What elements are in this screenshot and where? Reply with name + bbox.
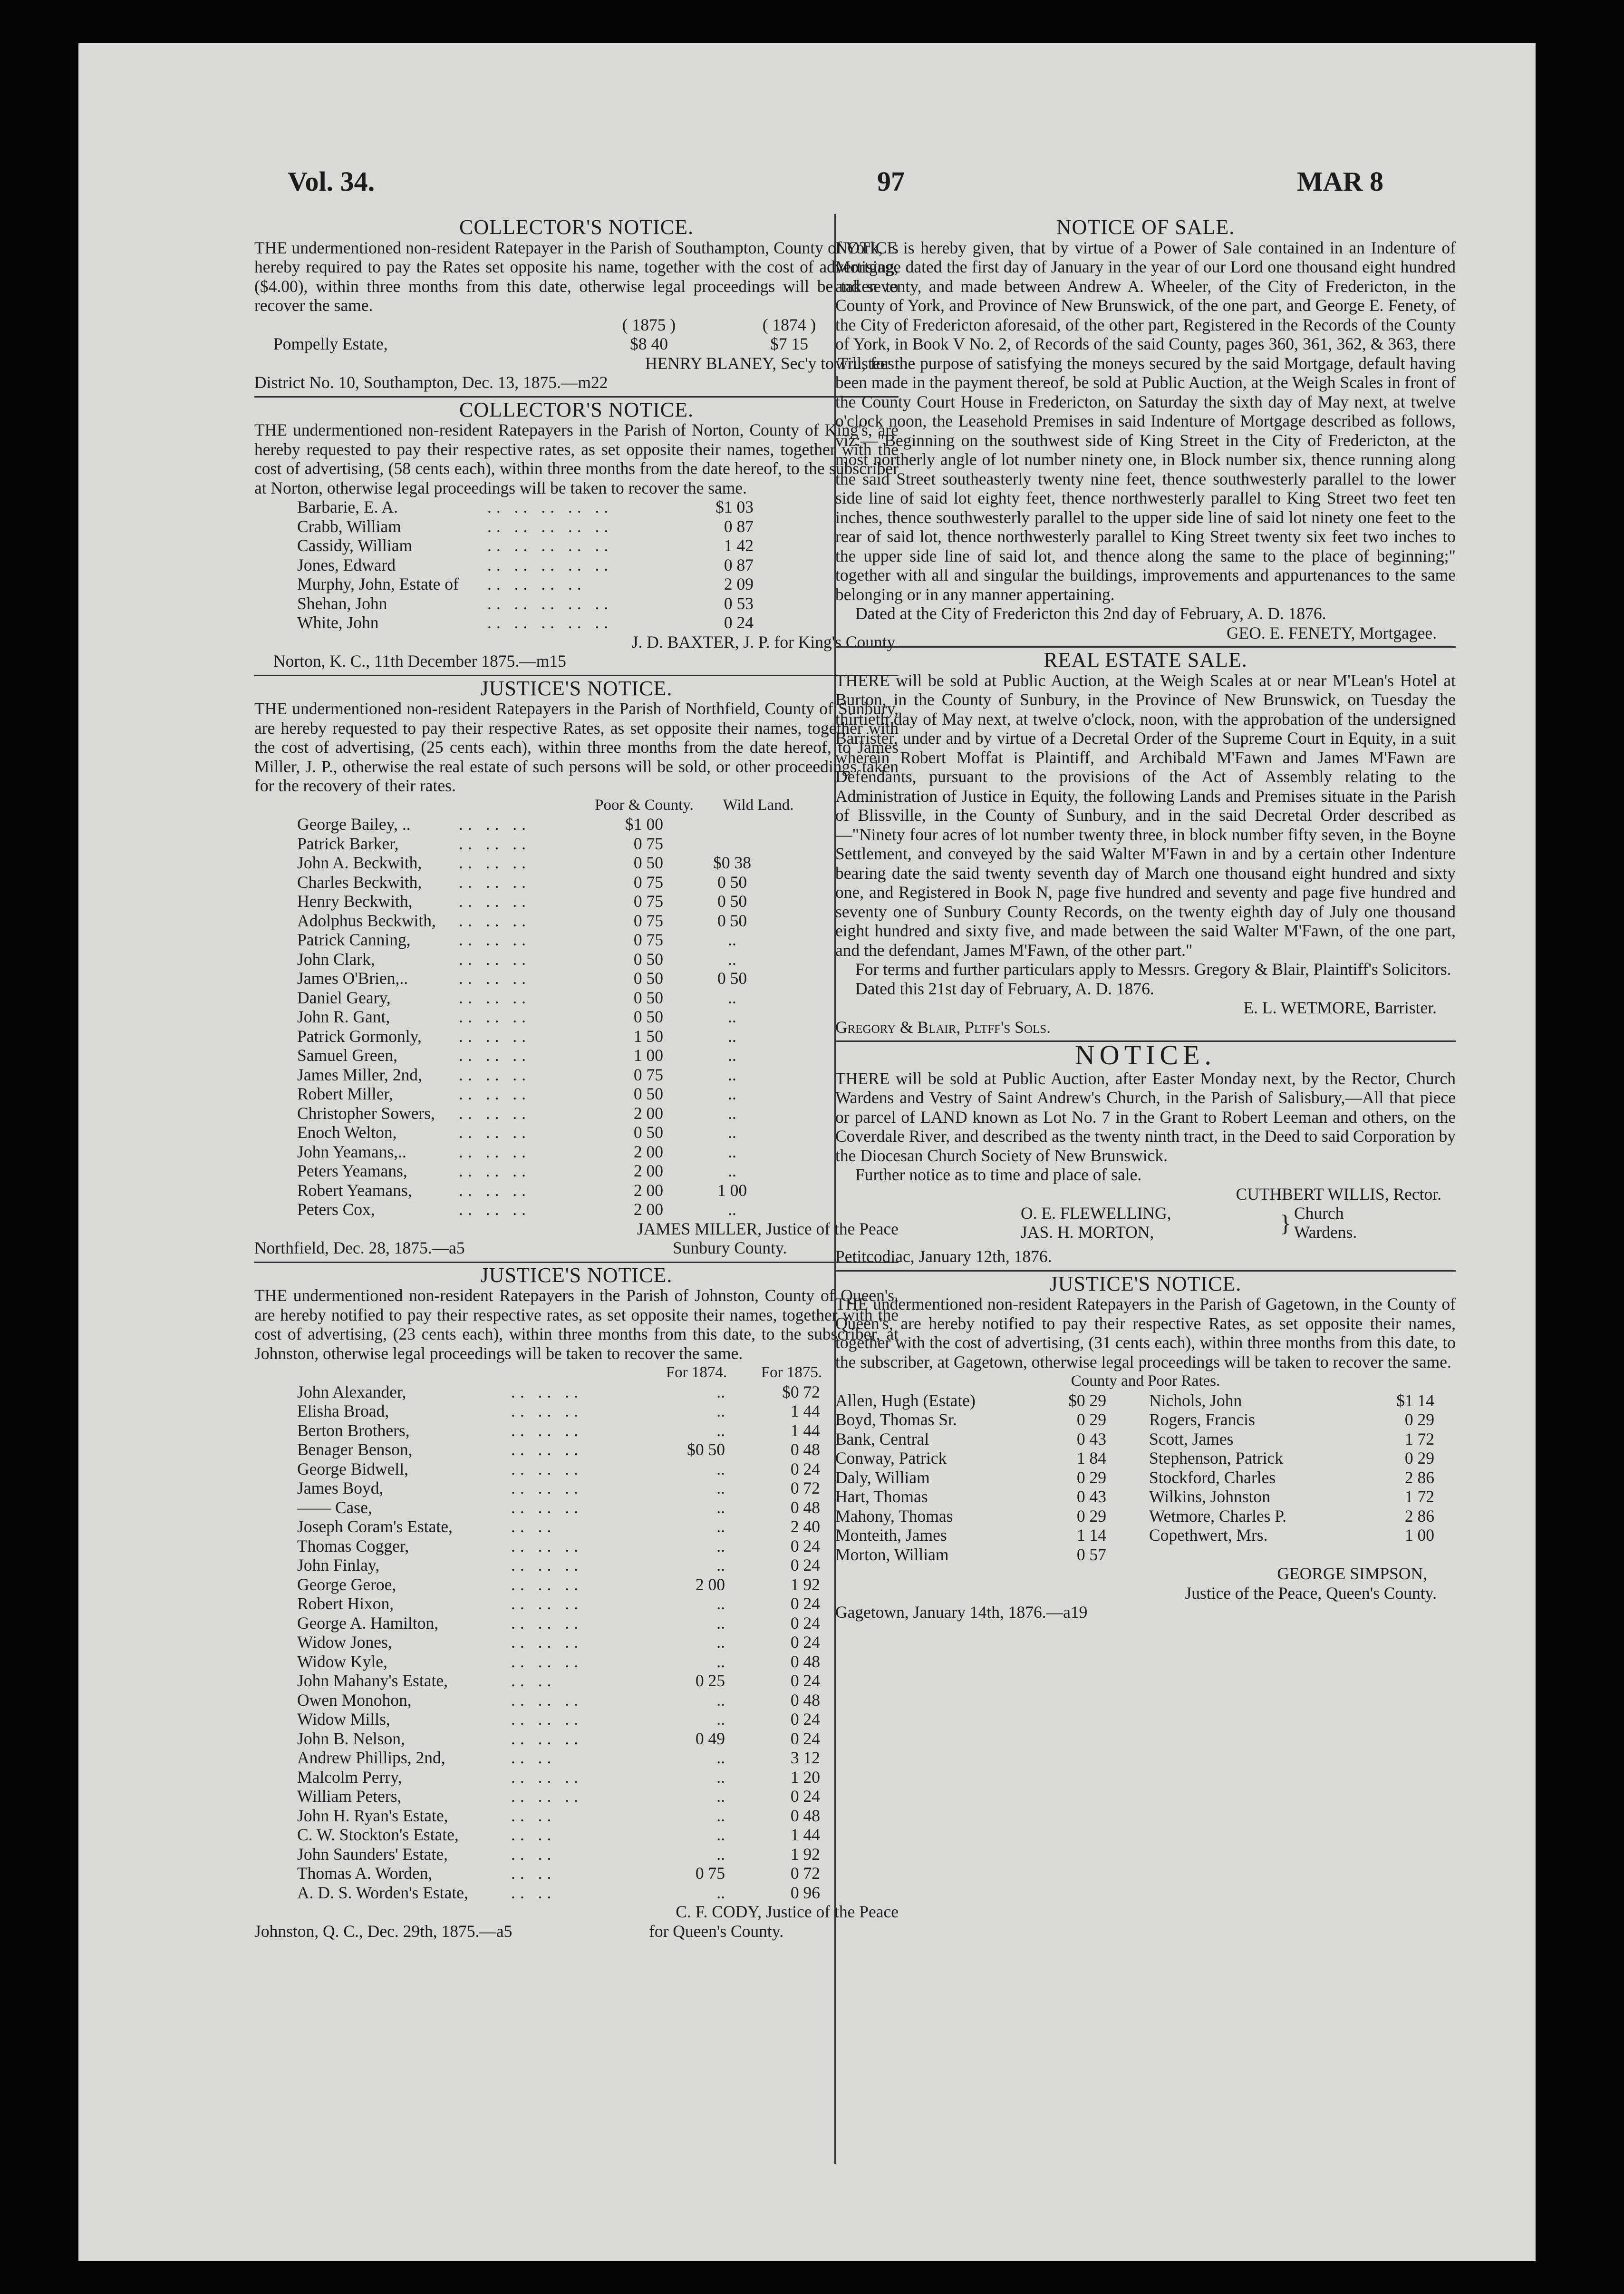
table-row: John Clark, .. .. .. 0 50 ..	[297, 949, 736, 969]
signature: C. F. CODY, Justice of the Peace	[676, 1902, 899, 1921]
notice-title: JUSTICE'S NOTICE.	[480, 1263, 673, 1287]
table-row: George Geroe, .. .. .. 2 00 1 92	[297, 1575, 820, 1594]
table-row: Thomas A. Worden, .. .. 0 75 0 72	[297, 1864, 820, 1883]
table-row: Malcolm Perry, .. .. .. .. 1 20	[297, 1767, 820, 1787]
right-column	[835, 215, 1456, 1622]
ratepayer-list	[254, 497, 899, 632]
table-row: Adolphus Beckwith, .. .. .. 0 75 0 50	[297, 911, 747, 930]
terms-line: For terms and further particulars apply to Messrs. Gregory & Blair, Plaintiff's Solicitors.	[855, 960, 1451, 979]
table-row: James Miller, 2nd, .. .. .. 0 75 ..	[297, 1065, 736, 1084]
justice-notice-gagetown	[835, 1274, 1456, 1622]
notice-body: THERE will be sold at Public Auction, after Easter Monday next, by the Rector, Church Wardens and Vestry of Saint Andrew's Church, in the Parish of Salisbury,—All that piece or parcel of LAND known as Lot No. 7 in the Grant to Robert Leeman and others, on the Coverdale River, and described as the twenty ninth tract, in the Deed to said Corporation by the Diocesan Church Society of New Brunswick.	[835, 1069, 1456, 1165]
table-row: Wetmore, Charles P. 2 86	[1149, 1506, 1434, 1526]
table-row: Murphy, John, Estate of .. .. .. .. 2 09	[297, 574, 754, 593]
table-row: Crabb, William .. .. .. .. .. 0 87	[297, 516, 754, 536]
table-row: George Bailey, .. .. .. .. $1 00	[297, 815, 663, 834]
table-row: Daniel Geary, .. .. .. 0 50 ..	[297, 988, 736, 1007]
dated-line: Dated at the City of Fredericton this 2nd day of February, A. D. 1876.	[855, 604, 1326, 623]
table-row: Patrick Barker, .. .. .. 0 75	[297, 834, 663, 853]
notice-body: THE undermentioned non-resident Ratepayers in the Parish of Norton, County of King's, are hereby requested to pay their respective rates, as set opposite their names, together with the cost of advertising, (58 cents each), within three months from the date hereof, to the subscriber at Norton, otherwise legal proceedings will be taken to recover the same.	[254, 420, 899, 497]
notice-title: COLLECTOR'S NOTICE.	[459, 215, 694, 239]
notice-footer: District No. 10, Southampton, Dec. 13, 1875.—m22	[254, 373, 608, 392]
table-row: Hart, Thomas 0 43	[835, 1487, 1106, 1506]
table-row: John Saunders' Estate, .. .. .. 1 92	[297, 1844, 820, 1864]
table-row: John R. Gant, .. .. .. 0 50 ..	[297, 1007, 736, 1026]
ratepayer-list-left	[835, 1391, 1140, 1565]
divider	[254, 675, 899, 676]
notice-title: REAL ESTATE SALE.	[1044, 648, 1247, 671]
table-row: John H. Ryan's Estate, .. .. .. 0 48	[297, 1806, 820, 1825]
table-row: Enoch Welton, .. .. .. 0 50 ..	[297, 1123, 736, 1142]
notice-of-sale	[835, 215, 1456, 642]
table-row: Elisha Broad, .. .. .. .. 1 44	[297, 1401, 820, 1420]
notice-body: THE undermentioned non-resident Ratepayers in the Parish of Northfield, County of Sunbury, are hereby requested to pay their respective Rates, as set opposite their names, together with the cost of advertising, (25 cents each), within three months from the date hereof, to James Miller, J. P., otherwise the real estate of such persons will be sold, or other proceedings taken for the recovery of their rates.	[254, 699, 899, 795]
notice-title: JUSTICE'S NOTICE.	[480, 676, 673, 700]
table-row: Rogers, Francis 0 29	[1149, 1410, 1434, 1429]
table-row: Monteith, James 1 14	[835, 1526, 1106, 1545]
table-row: John Yeamans,.. .. .. .. 2 00 ..	[297, 1142, 736, 1161]
signature: E. L. WETMORE, Barrister.	[1243, 998, 1437, 1017]
justice-notice-northfield: JUSTICE'S NOTICE. THE undermentioned non-resident Ratepayers in the Parish of Northfield, County of Sunbury, are hereby requested to pay their respective Rates, as set opposite their names, together with the cost of advertising, (25 cents each), within three months from the date hereof, to James Miller, J. P., otherwise the real estate of such persons will be sold, or other proceedings taken for the recovery of their rates. Poor & County. Wild Land. George Bailey, .. .. .. .. $1 00 Patrick Barker, .. .. .. 0 75 John A. Beckwith, .. .. .. 0 50 $0 38 Charles Beckwith, .. .. .. 0 75 0 50 Henry Beckwith, .. .. .. 0 75 0 50 Adolphus Beckwith, .. .. .. 0 75 0 50 Patrick Canning, .. .. .. 0 75 .. John Clark, .. .. .. 0 50 .. James O'Brien,.. .. .. .. 0 50 0 50 Daniel Geary, .. .. .. 0 50 .. John R. Gant, .. .. .. 0 50 .. Patrick Gormonly, .. .. .. 1 50 .. Samuel Green, .. .. .. 1 00 .. James Miller, 2nd, .. .. .. 0 75 .. Robert Miller, .. .. .. 0 50 .. Christopher Sowers, .. .. .. 2 00 .. Enoch Welton, .. .. .. 0 50 .. John Yeamans,.. .. .. .. 2 00 .. Peters Yeamans, .. .. .. 2 00 .. Robert Yeamans, .. .. .. 2 00 1 00 Peters Cox, .. .. .. 2 00 .. JAMES MILLER, Justice of the Peace Northfield, Dec. 28, 1875.—a5 Sunbury County.	[254, 676, 899, 1257]
table-row: Scott, James 1 72	[1149, 1429, 1434, 1448]
notice-footer: Gagetown, January 14th, 1876.—a19	[835, 1603, 1088, 1622]
table-row: George A. Hamilton, .. .. .. .. 0 24	[297, 1613, 820, 1633]
notice-body: THE undermentioned non-resident Ratepayer in the Parish of Southampton, County of York, is hereby required to pay the Rates set opposite his name, together with the cost of advertising, ($4.00), within three months from this date, otherwise legal proceedings will be taken to recover the same.	[254, 238, 899, 315]
gazette-page	[78, 43, 1536, 2261]
solicitors: Gregory & Blair, Pltff's Sols.	[835, 1017, 1051, 1037]
table-row: Peters Yeamans, .. .. .. 2 00 ..	[297, 1161, 736, 1180]
table-row: Conway, Patrick 1 84	[835, 1448, 1106, 1468]
table-row: —— Case, .. .. .. .. 0 48	[297, 1497, 820, 1517]
justice-notice-johnston: JUSTICE'S NOTICE. THE undermentioned non-resident Ratepayers in the Parish of Johnston, County of Queen's, are hereby notified to pay their respective rates, as set opposite their names, together with the cost of advertising, (23 cents each), within three months from this date, to the subscriber, at Johnston, otherwise legal proceedings will be taken to recover the same. For 1874. For 1875. John Alexander, .. .. .. .. $0 72 Elisha Broad, .. .. .. .. 1 44 Berton Brothers, .. .. .. .. 1 44 Benager Benson, .. .. .. $0 50 0 48 George Bidwell, .. .. .. .. 0 24 James Boyd, .. .. .. .. 0 72 —— Case, .. .. .. .. 0 48 Joseph Coram's Estate, .. .. .. 2 40 Thomas Cogger, .. .. .. .. 0 24 John Finlay, .. .. .. .. 0 24 George Geroe, .. .. .. 2 00 1 92 Robert Hixon, .. .. .. .. 0 24 George A. Hamilton, .. .. .. .. 0 24 Widow Jones, .. .. .. .. 0 24 Widow Kyle, .. .. .. .. 0 48 John Mahany's Estate, .. .. 0 25 0 24 Owen Monohon, .. .. .. .. 0 48 Widow Mills, .. .. .. .. 0 24 John B. Nelson, .. .. .. 0 49 0 24 Andrew Phillips, 2nd, .. .. .. 3 12 Malcolm Perry, .. .. .. .. 1 20 William Peters, .. .. .. .. 0 24 John H. Ryan's Estate, .. .. .. 0 48 C. W. Stockton's Estate, .. .. .. 1 44 John Saunders' Estate, .. .. .. 1 92 Thomas A. Worden, .. .. 0 75 0 72 A. D. S. Worden's Estate, .. .. .. 0 96 C. F. CODY, Justice of the Peace Johnston, Q. C., Dec. 29th, 1875.—a5 for Queen's County.	[254, 1263, 899, 1941]
table-row: Patrick Gormonly, .. .. .. 1 50 ..	[297, 1026, 736, 1046]
notice-body: THERE will be sold at Public Auction, at the Weigh Scales at or near M'Lean's Hotel at Burton, in the County of Sunbury, in the Province of New Brunswick, on Tuesday the thirtieth day of May next, at twelve o'clock, noon, with the approbation of the undersigned Barrister, under and by virtue of a Decretal Order of the Supreme Court in Equity, in a suit wherein Robert Moffat is Plaintiff, and Archibald M'Fawn and James M'Fawn are Defendants, pursuant to the provisions of the Act of Assembly relating to the Administration of Justice in Equity, the following Lands and Premises situate in the Parish of Blissville, in the County of Sunbury, and in the said Decretal Order described as—"Ninety four acres of lot number twenty three, in block number fifty seven, in the Boyne Settlement, and conveyed by the said Walter M'Fawn in and by a certain other Indenture bearing date the said twenty seventh day of March one thousand eight hundred and sixty one, and Registered in Book N, page five hundred and seventy and page five hundred and seventy one of Sunbury County Records, on the twenty eighth day of July one thousand eight hundred and sixty five, and made between the said Walter M'Fawn, of the one part, and the defendant, James M'Fawn, of the other part."	[835, 671, 1456, 960]
table-row: George Bidwell, .. .. .. .. 0 24	[297, 1459, 820, 1478]
divider	[835, 1270, 1456, 1272]
notice-body: THE undermentioned non-resident Ratepayers in the Parish of Gagetown, in the County of Queen's, are hereby notified to pay their respective Rates, as set opposite their names, together with the cost of advertising, (31 cents each), within three months from this date, to the subscriber, at Gagetown, otherwise legal proceedings will be taken to recover the same.	[835, 1294, 1456, 1371]
notice-title: NOTICE.	[1074, 1040, 1217, 1070]
table-row: Christopher Sowers, .. .. .. 2 00 ..	[297, 1103, 736, 1123]
notice-title: JUSTICE'S NOTICE.	[1049, 1272, 1242, 1295]
divider	[835, 646, 1456, 648]
table-row: Peters Cox, .. .. .. 2 00 ..	[297, 1200, 736, 1219]
table-row: John Alexander, .. .. .. .. $0 72	[297, 1382, 820, 1401]
table-row: Samuel Green, .. .. .. 1 00 ..	[297, 1046, 736, 1065]
county-label: Sunbury County.	[673, 1238, 787, 1257]
real-estate-sale	[835, 648, 1456, 1037]
table-row: Jones, Edward .. .. .. .. .. 0 87	[297, 555, 754, 574]
table-row: Thomas Cogger, .. .. .. .. 0 24	[297, 1536, 820, 1555]
table-row: William Peters, .. .. .. .. 0 24	[297, 1787, 820, 1806]
notice-footer: Norton, K. C., 11th December 1875.—m15	[273, 651, 566, 671]
table-row: Joseph Coram's Estate, .. .. .. 2 40	[297, 1517, 820, 1536]
table-row: A. D. S. Worden's Estate, .. .. .. 0 96	[297, 1883, 820, 1902]
table-row: Widow Mills, .. .. .. .. 0 24	[297, 1710, 820, 1729]
table-row: Charles Beckwith, .. .. .. 0 75 0 50	[297, 872, 747, 892]
table-row: Owen Monohon, .. .. .. .. 0 48	[297, 1690, 820, 1710]
table-row: Henry Beckwith, .. .. .. 0 75 0 50	[297, 892, 747, 911]
table-row: White, John .. .. .. .. .. 0 24	[297, 613, 754, 632]
signature-wardens: O. E. FLEWELLING, JAS. H. MORTON, } Church Wardens.	[1021, 1204, 1357, 1242]
table-row: James Boyd, .. .. .. .. 0 72	[297, 1478, 820, 1497]
table-row: Andrew Phillips, 2nd, .. .. .. 3 12	[297, 1748, 820, 1767]
table-row: Daly, William 0 29	[835, 1468, 1106, 1487]
signature: JAMES MILLER, Justice of the Peace	[637, 1219, 899, 1238]
notice-body: THE undermentioned non-resident Ratepayers in the Parish of Johnston, County of Queen's, are hereby notified to pay their respective rates, as set opposite their names, together with the cost of advertising, (23 cents each), within three months from this date, to the subscriber, at Johnston, otherwise legal proceedings will be taken to recover the same.	[254, 1286, 899, 1363]
divider	[254, 396, 899, 398]
county-label: for Queen's County.	[649, 1921, 784, 1941]
table-row: John A. Beckwith, .. .. .. 0 50 $0 38	[297, 853, 751, 872]
ratepayer-list	[254, 1382, 899, 1903]
divider	[254, 1262, 899, 1263]
table-row: Stockford, Charles 2 86	[1149, 1468, 1434, 1487]
signature: HENRY BLANEY, Sec'y to Trustees.	[645, 353, 899, 373]
table-row: Boyd, Thomas Sr. 0 29	[835, 1410, 1106, 1429]
ratepayer-list	[254, 815, 899, 1219]
table-row: Stephenson, Patrick 0 29	[1149, 1448, 1434, 1468]
volume-label: Vol. 34.	[288, 166, 375, 197]
dated-line: Dated this 21st day of February, A. D. 1876.	[855, 979, 1154, 998]
notice-title: COLLECTOR'S NOTICE.	[459, 398, 694, 421]
table-row: Wilkins, Johnston 1 72	[1149, 1487, 1434, 1506]
table-row: Shehan, John .. .. .. .. .. 0 53	[297, 593, 754, 613]
notice-footer: Petitcodiac, January 12th, 1876.	[835, 1247, 1052, 1266]
table-row: Widow Kyle, .. .. .. .. 0 48	[297, 1652, 820, 1671]
further-notice: Further notice as to time and place of sale.	[855, 1165, 1142, 1184]
notice-footer: Northfield, Dec. 28, 1875.—a5	[254, 1238, 465, 1257]
brace: }	[1280, 1210, 1291, 1236]
collector-notice-norton	[254, 400, 899, 671]
table-row: Pompelly Estate, $8 40 $7 15	[273, 334, 808, 353]
issue-date: MAR 8	[1296, 166, 1383, 197]
table-row: Berton Brothers, .. .. .. .. 1 44	[297, 1420, 820, 1440]
table-row: Copethwert, Mrs. 1 00	[1149, 1526, 1434, 1545]
table-row: Mahony, Thomas 0 29	[835, 1506, 1106, 1526]
table-row: Robert Miller, .. .. .. 0 50 ..	[297, 1084, 736, 1103]
collector-notice-southampton: COLLECTOR'S NOTICE. THE undermentioned non-resident Ratepayer in the Parish of Southampton, County of York, is hereby required to pay the Rates set opposite his name, together with the cost of advertising, ($4.00), within three months from this date, otherwise legal proceedings will be taken to recover the same. ( 1875 ) ( 1874 ) Pompelly Estate, $8 40 $7 15 HENRY BLANEY, Sec'y to Trustees. District No. 10, Southampton, Dec. 13, 1875.—m22	[254, 215, 899, 392]
signature-title: Justice of the Peace, Queen's County.	[1185, 1583, 1437, 1603]
signature: J. D. BAXTER, J. P. for King's County.	[631, 632, 899, 651]
table-row: Cassidy, William .. .. .. .. .. 1 42	[297, 536, 754, 555]
table-row: Allen, Hugh (Estate) $0 29	[835, 1390, 1106, 1410]
ratepayer-list-right	[1149, 1391, 1453, 1565]
table-row: C. W. Stockton's Estate, .. .. .. 1 44	[297, 1825, 820, 1844]
table-row: Barbarie, E. A. .. .. .. .. .. $1 03	[297, 497, 754, 516]
table-row: Robert Hixon, .. .. .. .. 0 24	[297, 1594, 820, 1613]
table-row: Bank, Central 0 43	[835, 1429, 1106, 1448]
signature: GEO. E. FENETY, Mortgagee.	[1226, 623, 1437, 642]
page-header	[288, 165, 1383, 208]
left-column	[254, 215, 899, 1941]
table-row: Morton, William 0 57	[835, 1545, 1106, 1564]
table-row: John Mahany's Estate, .. .. 0 25 0 24	[297, 1671, 820, 1690]
table-row: Widow Jones, .. .. .. .. 0 24	[297, 1633, 820, 1652]
table-row: Nichols, John $1 14	[1149, 1390, 1434, 1410]
signature: GEORGE SIMPSON,	[1277, 1564, 1427, 1583]
notice-body: NOTICE is hereby given, that by virtue of a Power of Sale contained in an Indenture of Mortgage dated the first day of January in the year of our Lord one thousand eight hundred and seventy, and made between Andrew A. Wheeler, of the City of Fredericton, in the County of York, and Province of New Brunswick, of the one part, and George E. Fenety, of the City of Fredericton aforesaid, of the other part, Registered in the Records of the County of York, in Book V No. 2, of Records of the said County, pages 360, 361, 362, & 363, there will, for the purpose of satisfying the moneys secured by the said Mortgage, default having been made in the payment thereof, be sold at Public Auction, at the Weigh Scales in front of the County Court House in Fredericton, on Saturday the sixth day of May next, at twelve o'clock noon, the Leasehold Premises in said Indenture of Mortgage described as follows, viz:—"Beginning on the southwest side of King Street in the City of Fredericton, at the most northerly angle of lot number ninety one, in Block number six, thence running along the said Street southeasterly twenty nine feet, thence southwesterly parallel to the lower side line of said lot eighty feet, thence northwesterly parallel to King Street two feet ten inches, thence southwesterly parallel to the upper side line of said lot ninety one feet to the rear of said lot, thence northwesterly parallel to King Street twenty six feet two inches to the upper side line of said lot, and thence along the same to the place of beginning;" together with all and singular the buildings, improvements and appurtenances to the same belonging or in any manner appertaining.	[835, 238, 1456, 604]
table-row: James O'Brien,.. .. .. .. 0 50 0 50	[297, 969, 747, 988]
church-land-notice	[835, 1040, 1456, 1266]
table-row: John Finlay, .. .. .. .. 0 24	[297, 1555, 820, 1575]
notice-title: NOTICE OF SALE.	[1056, 215, 1235, 239]
table-row: Robert Yeamans, .. .. .. 2 00 1 00	[297, 1180, 747, 1200]
table-row: John B. Nelson, .. .. .. 0 49 0 24	[297, 1729, 820, 1748]
table-row: Benager Benson, .. .. .. $0 50 0 48	[297, 1440, 820, 1459]
table-row: Patrick Canning, .. .. .. 0 75 ..	[297, 930, 736, 949]
notice-footer: Johnston, Q. C., Dec. 29th, 1875.—a5	[254, 1921, 512, 1941]
signature-rector: CUTHBERT WILLIS, Rector.	[1236, 1184, 1441, 1204]
page-number: 97	[877, 166, 905, 197]
column-heading: County and Poor Rates.	[1071, 1372, 1220, 1390]
